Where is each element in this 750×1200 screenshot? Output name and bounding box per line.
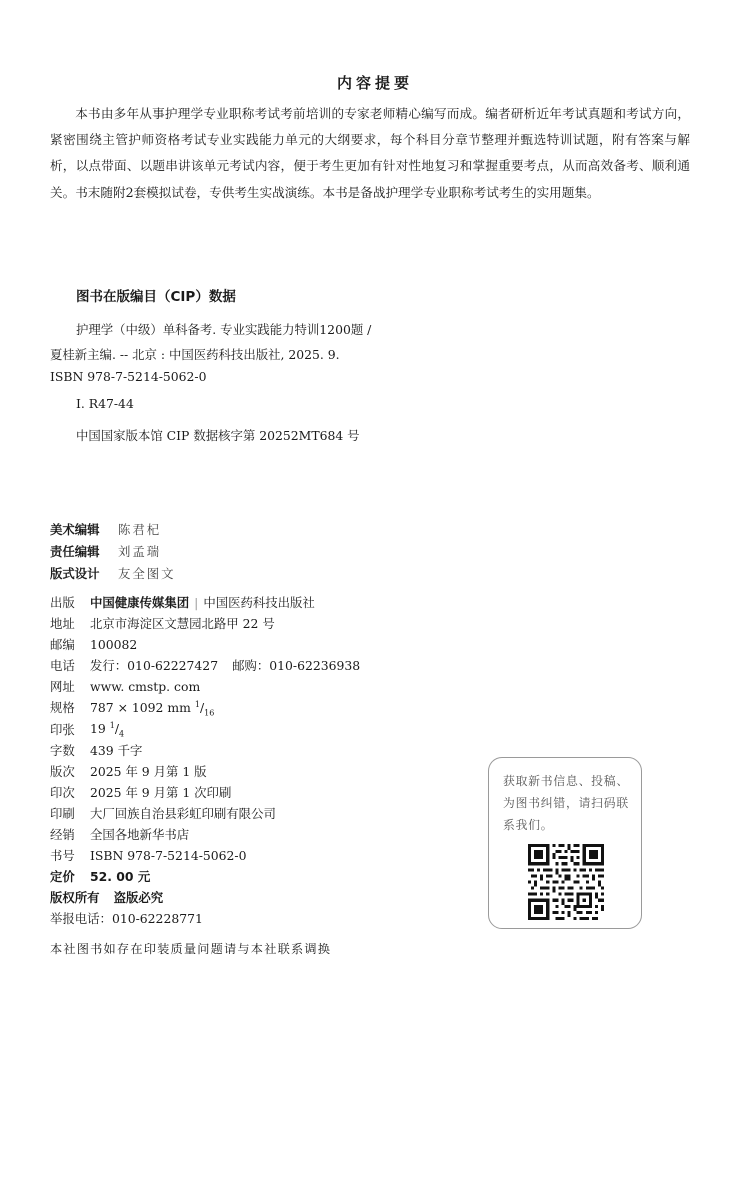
phone-issue: 发行：010-62227427 <box>90 658 219 674</box>
cip-line-2: 夏桂新主编. -- 北京 : 中国医药科技出版社, 2025. 9. <box>50 347 340 362</box>
phone-row <box>50 656 360 677</box>
publisher-row <box>50 593 360 614</box>
printer-value: 大厂回族自治县彩虹印刷有限公司 <box>90 805 276 821</box>
distributor-row <box>50 825 360 846</box>
words-row <box>50 741 360 762</box>
summary-title: 内容提要 <box>336 74 413 92</box>
distributor-value: 全国各地新华书店 <box>90 827 190 843</box>
book-number-value: ISBN 978-7-5214-5062-0 <box>90 848 247 864</box>
printing-row <box>50 783 360 804</box>
printing-value: 2025 年 9 月第 1 次印刷 <box>90 784 232 800</box>
sheets-denominator: 4 <box>119 730 125 740</box>
edition-value: 2025 年 9 月第 1 版 <box>90 763 207 779</box>
publisher-label: 出版 <box>50 595 75 610</box>
printing-label: 印次 <box>50 784 75 800</box>
divider: | <box>194 595 199 610</box>
qr-caption: 获取新书信息、投稿、为图书纠错，请扫码联系我们。 <box>503 774 629 832</box>
postcode-row <box>50 635 360 656</box>
phone-label: 电话 <box>50 658 75 674</box>
book-number-label: 书号 <box>50 848 75 864</box>
editor-name: 陈君杞 <box>118 522 162 537</box>
printer-label: 印刷 <box>50 805 75 821</box>
phone-purchase: 邮购：010-62236938 <box>232 658 361 674</box>
format-denominator: 16 <box>204 708 215 718</box>
editor-name: 刘孟瑞 <box>118 544 162 559</box>
editor-credits <box>50 520 176 586</box>
format-numerator: 1 <box>194 700 200 710</box>
sheets-label: 印张 <box>50 721 75 737</box>
qr-contact-box <box>488 757 642 929</box>
words-value: 439 千字 <box>90 742 143 758</box>
sheets-row: 印张 19 $^1/_4$ <box>50 721 125 740</box>
quality-notice: 本社图书如存在印装质量问题请与本社联系调换 <box>50 942 332 956</box>
editor-label: 版式设计 <box>50 566 100 581</box>
editor-label: 美术编辑 <box>50 522 100 537</box>
printer-row <box>50 804 360 825</box>
price-row <box>50 867 360 888</box>
book-number-row <box>50 846 360 867</box>
website-value: www. cmstp. com <box>90 679 201 695</box>
cip-line-4: Ⅰ. R47-44 <box>76 396 134 411</box>
words-label: 字数 <box>50 742 75 758</box>
address-label: 地址 <box>50 616 75 632</box>
editor-name: 友全图文 <box>118 566 176 581</box>
format-row: 规格 787 × 1092 mm $^1/_{16}$ <box>50 700 215 718</box>
website-row <box>50 677 360 698</box>
report-phone-row <box>50 909 360 930</box>
price-label: 定价 <box>50 869 75 885</box>
cip-line-3: ISBN 978-7-5214-5062-0 <box>50 369 207 384</box>
sheets-numerator: 1 <box>109 721 115 731</box>
report-phone: 举报电话：010-62228771 <box>50 911 203 927</box>
publisher-name: 中国医药科技出版社 <box>203 595 315 610</box>
qr-code-icon <box>528 844 604 920</box>
postcode-value: 100082 <box>90 637 138 653</box>
summary-body: 本书由多年从事护理学专业职称考试考前培训的专家老师精心编写而成。编者研析近年考试真题和考试方向，紧密围绕主管护师资格考试专业实践能力单元的大纲要求，每个科目分章节整理并甄选特训试题，附有答案与解析，以点带面、以题串讲该单元考试内容，便于考生更加有针对性地复习和掌握重要考点，从而高效备考、顺利通关。书末随附2套模拟试卷，专供考生实战演练。本书是备战护理学专业职称考试考生的实用题集。 <box>50 106 690 200</box>
editor-label: 责任编辑 <box>50 544 100 559</box>
publication-info <box>50 593 360 931</box>
sheets-value: 19 <box>90 721 106 737</box>
cip-line-5: 中国国家版本馆 CIP 数据核字第 20252MT684 号 <box>76 428 360 443</box>
address-value: 北京市海淀区文慧园北路甲 22 号 <box>90 616 275 632</box>
editor-row <box>50 542 176 564</box>
postcode-label: 邮编 <box>50 637 75 653</box>
price-value: 52. 00 元 <box>90 869 151 885</box>
edition-label: 版次 <box>50 763 75 779</box>
format-label: 规格 <box>50 700 75 716</box>
address-row <box>50 614 360 635</box>
editor-row <box>50 564 176 586</box>
copyright-label: 版权所有 <box>50 890 100 906</box>
format-value: 787 × 1092 mm <box>90 700 191 716</box>
copyright-row <box>50 888 360 909</box>
cip-title: 图书在版编目（CIP）数据 <box>76 289 236 305</box>
cip-line-1: 护理学（中级）单科备考. 专业实践能力特训1200题 / <box>76 322 372 337</box>
copyright-value: 盗版必究 <box>113 890 164 906</box>
website-label: 网址 <box>50 679 75 695</box>
editor-row <box>50 520 176 542</box>
publisher-group: 中国健康传媒集团 <box>90 595 190 610</box>
edition-row <box>50 762 360 783</box>
distributor-label: 经销 <box>50 827 75 843</box>
